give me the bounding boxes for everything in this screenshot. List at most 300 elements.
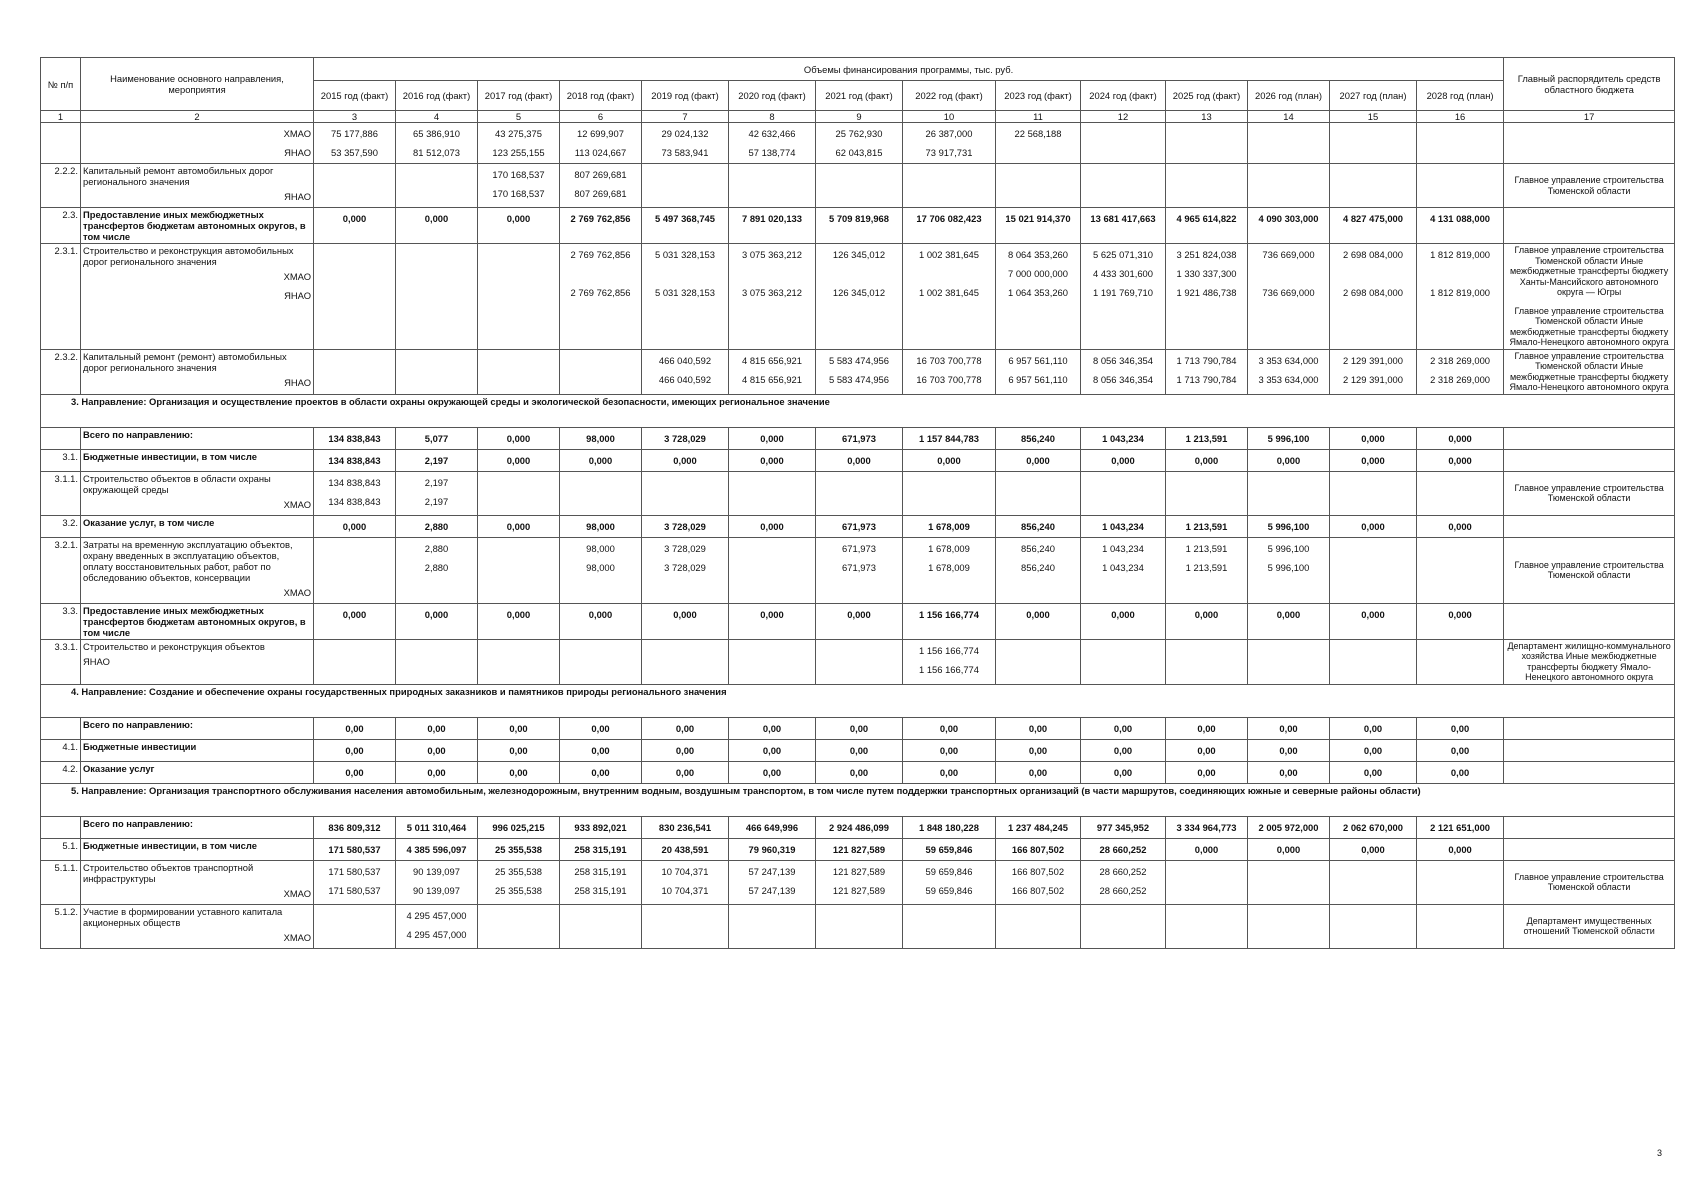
org-cell — [1504, 515, 1675, 537]
value-cell — [816, 739, 903, 761]
value-cell — [1248, 123, 1330, 164]
value — [905, 264, 993, 283]
value-cell — [478, 208, 560, 244]
org-cell — [1504, 449, 1675, 471]
value-cell — [1330, 639, 1417, 684]
value-cell — [903, 164, 996, 208]
table-row — [41, 639, 1675, 684]
value-cell — [1081, 838, 1166, 860]
value: 0,000 — [1026, 454, 1050, 466]
value — [398, 641, 475, 660]
value-cell — [1081, 349, 1166, 394]
org-cell — [1504, 244, 1675, 350]
org-cell — [1504, 639, 1675, 684]
value — [731, 641, 813, 660]
value-cell — [396, 208, 478, 244]
value: 126 345,012 — [832, 287, 886, 298]
value: 0,00 — [1363, 744, 1383, 756]
value-cell — [1330, 427, 1417, 449]
value-cell — [1417, 904, 1504, 948]
value-cell — [903, 816, 996, 838]
value-cell — [1081, 860, 1166, 904]
value-cell — [729, 761, 816, 783]
value-cell — [560, 449, 642, 471]
row-name-cell — [81, 244, 314, 350]
value: 1 812 819,000 — [1430, 249, 1491, 260]
value: 5 011 310,464 — [406, 821, 467, 833]
value-cell — [729, 349, 816, 394]
value-cell — [1330, 208, 1417, 244]
value: 4 827 475,000 — [1343, 213, 1403, 224]
value-cell — [1417, 449, 1504, 471]
value: 3 353 634,000 — [1258, 373, 1319, 385]
row-name-cell — [81, 537, 314, 603]
value: 5 583 474,956 — [829, 373, 889, 385]
value-cell — [1081, 739, 1166, 761]
value: 4 965 614,822 — [1176, 213, 1237, 224]
value-cell — [642, 761, 729, 783]
value-cell — [478, 739, 560, 761]
value-cell — [478, 838, 560, 860]
value-cell — [314, 244, 396, 350]
value-cell — [1248, 449, 1330, 471]
value — [1419, 165, 1501, 184]
value: 28 660,252 — [1099, 865, 1147, 877]
value-cell — [729, 816, 816, 838]
value — [731, 473, 813, 492]
value — [480, 473, 557, 492]
value-cell — [1166, 164, 1248, 208]
subregion-label: ЯНАО — [284, 147, 311, 158]
value-cell — [314, 838, 396, 860]
value: 856,240 — [1021, 561, 1055, 573]
value: 121 827,589 — [832, 865, 886, 877]
value — [905, 165, 993, 184]
value — [1250, 124, 1327, 143]
value-cell — [642, 860, 729, 904]
header-year: 2025 год (факт) — [1166, 81, 1248, 111]
value: 1 921 486,738 — [1176, 287, 1237, 298]
value-cell — [642, 244, 729, 350]
value — [398, 245, 475, 264]
row-name: Бюджетные инвестиции, в том числе — [83, 450, 257, 462]
value-cell — [560, 904, 642, 948]
value-cell — [1248, 427, 1330, 449]
value: 43 275,375 — [495, 128, 542, 139]
row-name-cell — [81, 208, 314, 244]
org-text: Главное управление строительства Тюменской области Иные межбюджетные трансферты бюджету Ханты-Мансийского автономного округа — Югры — [1509, 245, 1669, 297]
financing-table-page — [40, 57, 1671, 949]
value: 10 704,371 — [661, 865, 709, 877]
value: 5 996,100 — [1267, 520, 1310, 532]
value: 2 129 391,000 — [1343, 373, 1403, 385]
value-cell — [642, 208, 729, 244]
value: 0,00 — [762, 744, 782, 756]
table-row — [41, 244, 1675, 350]
row-name: Капитальный ремонт (ремонт) автомобильных дорог регионального значения — [83, 350, 287, 373]
row-number — [41, 717, 81, 739]
row-name-cell — [81, 164, 314, 208]
value-cell — [560, 860, 642, 904]
header-volumes: Объемы финансирования программы, тыс. руб. — [314, 58, 1504, 81]
value-cell — [314, 208, 396, 244]
value: 62 043,815 — [835, 147, 883, 158]
value: 17 706 082,423 — [916, 213, 982, 224]
header-year: 2022 год (факт) — [903, 81, 996, 111]
value-cell — [560, 349, 642, 394]
value: 0,000 — [1026, 608, 1050, 620]
subregion-label: ХМАО — [283, 586, 311, 598]
value: 1 043,234 — [1102, 542, 1144, 554]
header-year: 2021 год (факт) — [816, 81, 903, 111]
value: 5 996,100 — [1267, 561, 1310, 573]
org-cell — [1504, 471, 1675, 515]
value — [398, 264, 475, 283]
value: 59 659,846 — [925, 843, 973, 855]
value: 2 318 269,000 — [1430, 354, 1491, 366]
value: 0,000 — [588, 608, 613, 620]
value: 134 838,843 — [328, 432, 381, 444]
value-cell — [396, 816, 478, 838]
table-row — [41, 349, 1675, 394]
value-cell — [903, 639, 996, 684]
value: 5 625 071,310 — [1093, 249, 1153, 260]
row-name-cell — [81, 449, 314, 471]
value: 166 807,502 — [1011, 843, 1065, 855]
header-colnum: 12 — [1081, 111, 1166, 123]
value-cell — [314, 639, 396, 684]
value: 4 295 457,000 — [406, 909, 467, 921]
value-cell — [396, 244, 478, 350]
row-number: 3.3.1. — [41, 639, 81, 684]
value — [731, 165, 813, 184]
header-year: 2019 год (факт) — [642, 81, 729, 111]
table-row — [41, 860, 1675, 904]
value: 466 040,592 — [658, 354, 712, 366]
header-colnum: 9 — [816, 111, 903, 123]
value: 42 632,466 — [748, 128, 796, 139]
table-row — [41, 838, 1675, 860]
value-cell — [560, 515, 642, 537]
value: 0,000 — [1111, 454, 1135, 466]
value: 90 139,097 — [413, 884, 460, 896]
value: 0,00 — [591, 766, 610, 778]
row-number — [41, 816, 81, 838]
value: 8 056 346,354 — [1093, 354, 1153, 366]
org-cell — [1504, 208, 1675, 244]
value: 2,880 — [424, 542, 449, 554]
value: 0,00 — [939, 744, 959, 756]
value-cell — [642, 515, 729, 537]
value-cell — [642, 838, 729, 860]
org-cell — [1504, 816, 1675, 838]
value-cell — [642, 816, 729, 838]
value: 0,000 — [1111, 608, 1135, 620]
value: 0,000 — [1276, 608, 1301, 620]
value-cell — [396, 427, 478, 449]
value-cell — [396, 860, 478, 904]
value-cell — [478, 244, 560, 350]
value: 1 848 180,228 — [919, 821, 979, 833]
value-cell — [314, 860, 396, 904]
value: 5 996,100 — [1267, 432, 1310, 444]
table-row — [41, 427, 1675, 449]
value-cell — [1081, 816, 1166, 838]
value: 0,000 — [1194, 843, 1219, 855]
row-number: 3.1.1. — [41, 471, 81, 515]
value-cell — [642, 349, 729, 394]
value: 0,00 — [509, 766, 528, 778]
value — [562, 906, 639, 925]
value-cell — [729, 904, 816, 948]
value-cell — [816, 537, 903, 603]
org-cell — [1504, 164, 1675, 208]
value-cell — [478, 860, 560, 904]
value: 0,00 — [1113, 722, 1133, 734]
value: 0,000 — [937, 454, 961, 466]
value-cell — [1081, 761, 1166, 783]
value-cell — [1166, 838, 1248, 860]
header-year: 2028 год (план) — [1417, 81, 1504, 111]
value: 0,000 — [506, 432, 531, 444]
value-cell — [1417, 515, 1504, 537]
value-cell — [996, 717, 1081, 739]
value-cell — [903, 208, 996, 244]
value: 4 090 303,000 — [1258, 213, 1319, 224]
row-name: Всего по направлению: — [83, 817, 194, 829]
value-cell — [1248, 349, 1330, 394]
value: 0,000 — [847, 608, 871, 620]
row-number: 2.2.2. — [41, 164, 81, 208]
value-cell — [729, 838, 816, 860]
value: 0,00 — [1028, 722, 1048, 734]
value — [998, 906, 1078, 925]
value: 13 681 417,663 — [1090, 213, 1156, 224]
value-cell — [1330, 349, 1417, 394]
value: 79 960,319 — [748, 843, 796, 855]
value-cell — [1081, 123, 1166, 164]
value-cell — [729, 639, 816, 684]
value-cell — [478, 123, 560, 164]
value — [1168, 862, 1245, 881]
value-cell — [642, 164, 729, 208]
value-cell — [729, 208, 816, 244]
value-cell — [903, 739, 996, 761]
value-cell — [903, 603, 996, 639]
value: 1 157 844,783 — [919, 432, 979, 444]
header-colnum: 8 — [729, 111, 816, 123]
value: 0,00 — [849, 722, 869, 734]
row-number: 5.1.2. — [41, 904, 81, 948]
value: 0,000 — [1194, 608, 1219, 620]
value-cell — [478, 427, 560, 449]
value: 4 131 088,000 — [1430, 213, 1491, 224]
value: 0,00 — [849, 744, 869, 756]
subregion-label: ЯНАО — [83, 655, 110, 667]
value: 98,000 — [586, 432, 615, 444]
org-text: Главное управление строительства Тюменской области — [1514, 871, 1664, 892]
value-cell — [1166, 639, 1248, 684]
value — [480, 264, 557, 283]
value — [1083, 165, 1163, 184]
value-cell — [729, 123, 816, 164]
value-cell — [314, 816, 396, 838]
value: 807 269,681 — [574, 188, 627, 199]
value: 3 334 964,773 — [1176, 821, 1237, 833]
value: 0,000 — [1448, 843, 1472, 855]
value — [1332, 264, 1414, 283]
header-org: Главный распорядитель средств областного бюджета — [1504, 58, 1675, 111]
header-colnum: 4 — [396, 111, 478, 123]
value: 20 438,591 — [661, 843, 709, 855]
header-year: 2017 год (факт) — [478, 81, 560, 111]
value: 171 580,537 — [328, 865, 381, 877]
header-year: 2026 год (план) — [1248, 81, 1330, 111]
row-name-cell — [81, 123, 314, 164]
value-cell — [903, 244, 996, 350]
row-name-cell — [81, 717, 314, 739]
value: 98,000 — [586, 520, 615, 532]
value — [1083, 641, 1163, 660]
value-cell — [1166, 717, 1248, 739]
value: 0,000 — [760, 608, 784, 620]
value-cell — [1166, 515, 1248, 537]
value: 0,000 — [1361, 432, 1385, 444]
value-cell — [816, 427, 903, 449]
value-cell — [1417, 761, 1504, 783]
value: 1 156 166,774 — [919, 644, 979, 656]
value-cell — [1330, 904, 1417, 948]
value: 0,000 — [588, 454, 613, 466]
value: 0,00 — [509, 722, 528, 734]
table-row — [41, 816, 1675, 838]
value — [316, 351, 393, 370]
value: 0,000 — [1194, 454, 1219, 466]
value — [1332, 473, 1414, 492]
value-cell — [996, 537, 1081, 603]
row-name: Капитальный ремонт автомобильных дорог регионального значения — [83, 165, 274, 187]
value-cell — [729, 449, 816, 471]
org-text: Главное управление строительства Тюменской области — [1514, 482, 1664, 503]
value: 81 512,073 — [413, 147, 460, 158]
value-cell — [1330, 816, 1417, 838]
table-row — [41, 537, 1675, 603]
value-cell — [729, 537, 816, 603]
value-cell — [560, 761, 642, 783]
row-name: Строительство объектов в области охраны окружающей среды — [83, 472, 271, 495]
subregion-label: ЯНАО — [284, 191, 311, 202]
value: 0,000 — [424, 213, 449, 224]
value: 2 769 762,856 — [570, 249, 631, 260]
value-cell — [1417, 838, 1504, 860]
value-cell — [1081, 515, 1166, 537]
row-name-cell — [81, 349, 314, 394]
value — [644, 264, 726, 283]
org-text: Департамент жилищно-коммунального хозяйства Иные межбюджетные трансферты бюджету Ямало-Ненецкого автономного округа — [1507, 640, 1671, 682]
value: 2 698 084,000 — [1343, 249, 1403, 260]
value-cell — [1330, 164, 1417, 208]
value: 0,00 — [509, 744, 528, 756]
value-cell — [1417, 639, 1504, 684]
header-colnum: 16 — [1417, 111, 1504, 123]
value: 171 580,537 — [328, 843, 381, 855]
row-name: Бюджетные инвестиции — [83, 740, 197, 752]
value: 0,000 — [424, 608, 449, 620]
value: 0,00 — [427, 744, 446, 756]
table-row — [41, 761, 1675, 783]
value-cell — [1417, 349, 1504, 394]
value: 98,000 — [586, 561, 615, 573]
value-cell — [996, 449, 1081, 471]
table-row — [41, 603, 1675, 639]
value: 0,000 — [1361, 843, 1385, 855]
value-cell — [903, 904, 996, 948]
value: 10 704,371 — [661, 884, 709, 896]
value: 5 583 474,956 — [829, 354, 889, 366]
value: 5 031 328,153 — [655, 249, 715, 260]
subregion-label: ЯНАО — [284, 290, 311, 301]
value: 0,000 — [760, 432, 784, 444]
value — [1250, 906, 1327, 925]
value-cell — [314, 761, 396, 783]
header-colnum: 11 — [996, 111, 1081, 123]
value — [998, 143, 1078, 162]
value: 113 024,667 — [574, 147, 627, 158]
org-text: Главное управление строительства Тюменской области — [1514, 175, 1664, 196]
row-name-cell — [81, 471, 314, 515]
value-cell — [1248, 838, 1330, 860]
value — [1332, 641, 1414, 660]
value-cell — [996, 816, 1081, 838]
value: 0,000 — [1448, 432, 1472, 444]
value: 57 138,774 — [748, 147, 796, 158]
value: 166 807,502 — [1011, 884, 1065, 896]
value-cell — [1248, 244, 1330, 350]
org-text: Главное управление строительства Тюменской области — [1514, 559, 1664, 580]
value-cell — [1248, 164, 1330, 208]
value: 134 838,843 — [328, 454, 381, 466]
value-cell — [642, 123, 729, 164]
value-cell — [560, 603, 642, 639]
value — [1168, 124, 1245, 143]
value-cell — [396, 123, 478, 164]
value — [316, 245, 393, 264]
value-cell — [816, 904, 903, 948]
value: 12 699,907 — [577, 128, 624, 139]
value: 4 815 656,921 — [742, 373, 802, 385]
value — [316, 165, 393, 184]
row-number: 3.1. — [41, 449, 81, 471]
value: 59 659,846 — [925, 884, 973, 896]
value-cell — [1166, 427, 1248, 449]
value: 28 660,252 — [1099, 843, 1147, 855]
value-cell — [729, 471, 816, 515]
value: 0,00 — [1113, 766, 1133, 778]
value — [480, 283, 557, 302]
value: 3 353 634,000 — [1258, 354, 1319, 366]
value-cell — [1417, 739, 1504, 761]
header-year: 2018 год (факт) — [560, 81, 642, 111]
value-cell — [816, 603, 903, 639]
value-cell — [560, 838, 642, 860]
value-cell — [314, 349, 396, 394]
value — [1332, 906, 1414, 925]
table-row — [41, 471, 1675, 515]
row-number: 2.3. — [41, 208, 81, 244]
value: 4 295 457,000 — [406, 928, 467, 940]
row-name: Оказание услуг — [83, 762, 155, 774]
value: 671,973 — [842, 561, 876, 573]
